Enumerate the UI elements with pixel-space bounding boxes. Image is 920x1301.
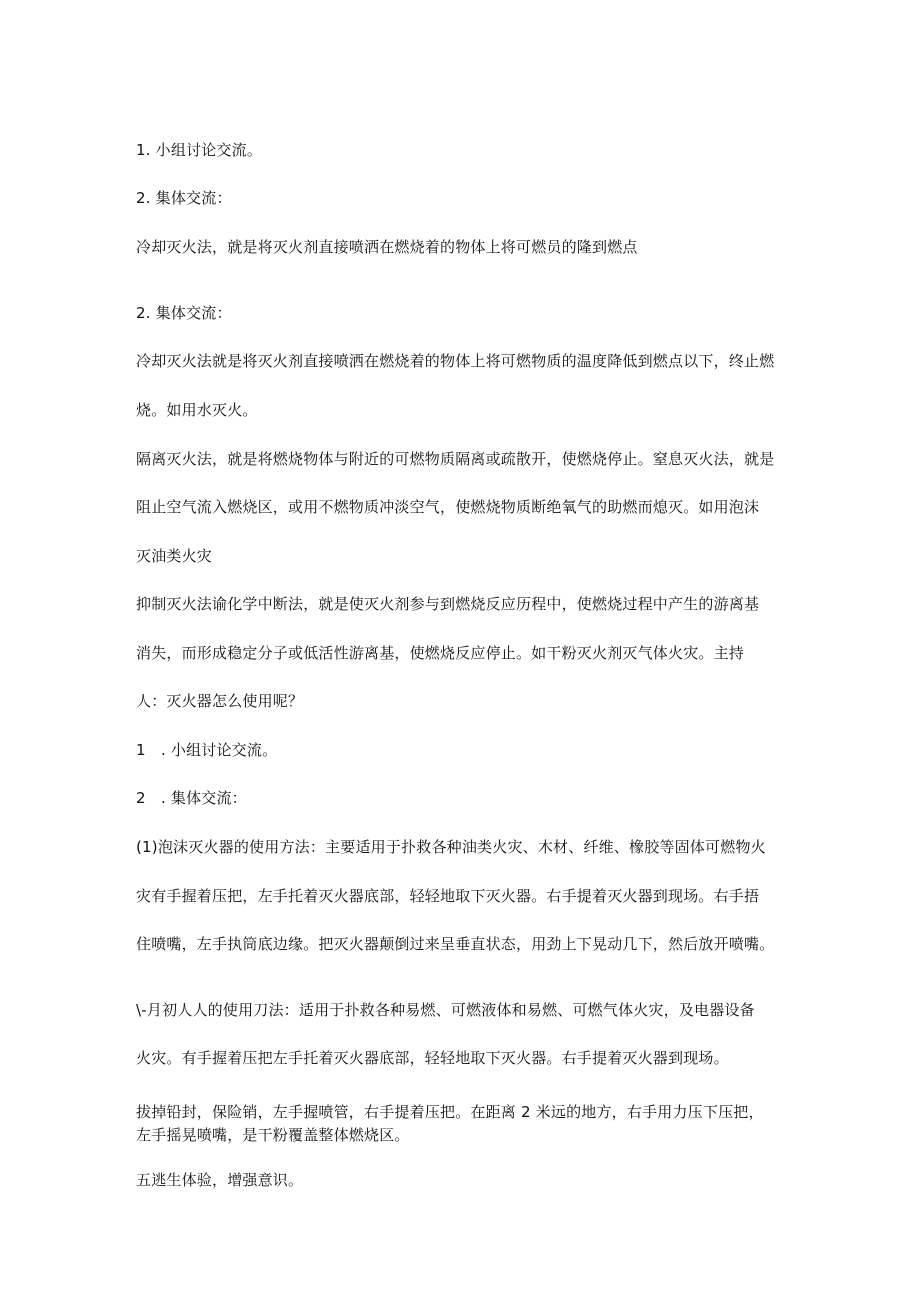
text-line-18: \-月初人人的使用刀法：适用于扑救各种易燃、可燃液体和易燃、可燃气体火灾，及电器设备 [136,1001,755,1019]
text-line-5: 冷却灭火法就是将灭火剂直接喷洒在燃烧着的物体上将可燃物质的温度降低到燃点以下，终止燃 [136,352,775,370]
text-line-19: 火灾。有手握着压把左手托着灭火器底部，轻轻地取下灭火器。右手提着灭火器到现场。 [136,1049,729,1067]
text-line-22: 五逃生体验，增强意识。 [136,1171,304,1189]
text-line-11: 消失，而形成稳定分子或低活性游离基，使燃烧反应停止。如干粉灭火剂灭气体火灾。主持 [136,644,745,662]
text-line-17: 住喷嘴，左手执筒底边缘。把灭火器颠倒过来呈垂直状态，用劲上下晃动几下，然后放开喷嘴。 [136,935,775,953]
text-line-16: 灾有手握着压把，左手托着灭火器底部，轻轻地取下灭火器。右手提着灭火器到现场。右手捂 [136,887,760,905]
text-line-8: 阻止空气流入燃烧区，或用不燃物质冲淡空气，使燃烧物质断绝氧气的助燃而熄灭。如用泡沫 [136,498,760,516]
text-line-6: 烧。如用水灭火。 [136,401,258,419]
text-line-9: 灭油类火灾 [136,547,213,565]
text-line-15: (1)泡沫灭火器的使用方法：主要适用于扑救各种油类火灾、木材、纤维、橡胶等固体可燃物火 [136,838,766,856]
text-line-21: 左手摇晃喷嘴，是干粉覆盖整体燃烧区。 [136,1126,410,1144]
text-line-2: 2. 集体交流： [136,189,232,207]
text-line-4: 2. 集体交流： [136,304,232,322]
text-line-10: 抑制灭火法谕化学中断法，就是使灭火剂参与到燃烧反应历程中，使燃烧过程中产生的游离基 [136,595,760,613]
text-line-1: 1. 小组讨论交流。 [136,141,263,159]
text-line-20: 拔掉铅封，保险销，左手握喷管，右手提着压把。在距离 2 米远的地方，右手用力压下压把， [136,1103,764,1121]
text-line-7: 隔离灭火法，就是将燃烧物体与附近的可燃物质隔离或疏散开，使燃烧停止。窒息灭火法，就是 [136,450,775,468]
text-line-3: 冷却灭火法，就是将灭火剂直接喷洒在燃烧着的物体上将可燃员的隆到燃点 [136,238,638,256]
text-line-12: 人：灭火器怎么使用呢？ [136,692,304,710]
text-line-13: 1 . 小组讨论交流。 [136,741,278,759]
text-line-14: 2 . 集体交流： [136,789,247,807]
